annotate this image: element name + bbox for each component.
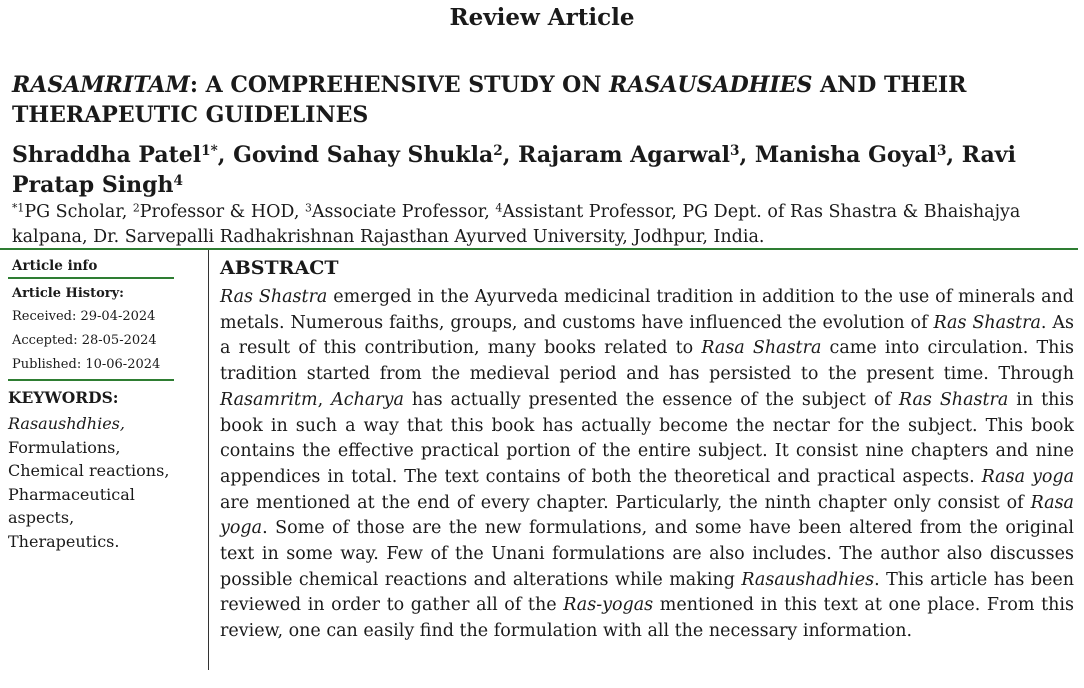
article-history-label: Article History: bbox=[12, 286, 124, 301]
article-title bbox=[12, 70, 1072, 130]
abstract-italic-term: Ras-yogas bbox=[563, 595, 654, 616]
abstract-text: . This article has been reviewed in order to gather all of the bbox=[220, 569, 1075, 616]
keyword-text: Rasaushdhies, bbox=[8, 414, 125, 433]
abstract-italic-term: Ras Shastra bbox=[220, 287, 328, 307]
abstract-text: has actually presented the essence of the subject of bbox=[403, 389, 899, 410]
author-affiliation-mark: 1* bbox=[201, 143, 218, 160]
abstract-italic-term: Ras Shastra bbox=[898, 389, 1009, 410]
author-affiliation-mark: 3 bbox=[936, 143, 947, 160]
abstract-italic-term: Rasa Shastra bbox=[701, 338, 822, 359]
abstract-text: mentioned in this text at one place. From this review, one can easily find the formulation with all the necessary information. bbox=[220, 595, 1074, 642]
affiliation-mark: 3 bbox=[304, 201, 312, 215]
title-part-2: : A COMPREHENSIVE STUDY ON bbox=[189, 72, 610, 98]
abstract-body bbox=[220, 285, 1074, 645]
keyword-item: Chemical reactions, bbox=[8, 461, 170, 480]
author-name: Shraddha Patel bbox=[12, 142, 202, 168]
affiliation-role: Associate Professor, bbox=[311, 202, 496, 222]
abstract-text: , bbox=[317, 389, 332, 410]
title-part-italic-3: RASAUSADHIES bbox=[609, 72, 813, 98]
author-name: Manisha Goyal bbox=[754, 142, 937, 168]
abstract-italic-term: Rasa yoga bbox=[220, 492, 1074, 539]
author-list: Shraddha Patel$^{1*}$, Govind Sahay Shukla$^2$, Rajaram Agarwal$^3$, Manisha Goyal$^3$, Ravi Pratap Singh$^4$ bbox=[12, 142, 1016, 198]
author-affiliation-mark: 2 bbox=[493, 143, 503, 160]
sidebar-divider bbox=[8, 379, 174, 381]
abstract-italic-term: Acharya bbox=[331, 389, 404, 410]
affiliation-mark: *1 bbox=[12, 201, 25, 215]
sidebar-divider bbox=[8, 277, 174, 279]
published-date: Published: 10-06-2024 bbox=[12, 357, 161, 372]
author-affiliation-mark: 3 bbox=[730, 143, 740, 160]
abstract-text: . As a result of this contribution, many books related to bbox=[220, 312, 1074, 359]
article-info-heading: Article info bbox=[12, 258, 98, 274]
abstract-text: . Some of those are the new formulations, and some have been altered from the original text in some way. Few of the Unani formulations are also includes. The author also discusses possible chemical reactions and alterations while making bbox=[220, 518, 1074, 590]
article-type-heading: Review Article bbox=[449, 4, 635, 31]
abstract-italic-term: Rasa yoga bbox=[981, 466, 1075, 487]
abstract-heading: ABSTRACT bbox=[220, 257, 339, 279]
affiliation-mark: 4 bbox=[495, 201, 503, 215]
title-part-4: AND THEIR THERAPEUTIC GUIDELINES bbox=[12, 72, 967, 128]
abstract-text: are mentioned at the end of every chapter. Particularly, the ninth chapter only consist of bbox=[220, 492, 1031, 513]
keywords-list bbox=[8, 412, 204, 553]
affiliation-role: Assistant Professor, PG Dept. of Ras Shastra & Bhaishajya kalpana, Dr. Sarvepalli Radhakrishnan Rajasthan Ayurved University, Jodhpur, India. bbox=[12, 202, 1021, 247]
affiliation-role: PG Scholar, bbox=[24, 202, 133, 222]
keyword-item: Formulations, bbox=[8, 437, 121, 457]
author-name: Ravi Pratap Singh bbox=[12, 142, 1016, 198]
keyword-item: Pharmaceutical aspects, bbox=[8, 484, 135, 527]
header-divider bbox=[0, 248, 1078, 250]
keyword-item: Therapeutics. bbox=[8, 531, 120, 551]
affiliation-role: Professor & HOD, bbox=[139, 202, 305, 222]
keywords-heading: KEYWORDS: bbox=[8, 388, 119, 407]
keyword-item bbox=[8, 412, 204, 436]
affiliation-mark: 2 bbox=[132, 201, 140, 215]
abstract-italic-term: Rasamritm bbox=[220, 389, 318, 410]
author-name: Rajaram Agarwal bbox=[518, 142, 730, 168]
author-name: Govind Sahay Shukla bbox=[233, 142, 494, 168]
author-affiliation-mark: 4 bbox=[173, 173, 183, 190]
abstract-text: came into circulation. This tradition started from the medieval period and has persisted to the present time. Through bbox=[220, 338, 1075, 385]
received-date: Received: 29-04-2024 bbox=[12, 309, 156, 324]
affiliations bbox=[12, 200, 1072, 250]
abstract-italic-term: Ras Shastra bbox=[933, 312, 1041, 333]
accepted-date: Accepted: 28-05-2024 bbox=[12, 333, 157, 348]
abstract-text: emerged in the Ayurveda medicinal tradition in addition to the use of minerals and metals. Numerous faiths, groups, and customs have influenced the evolution of bbox=[220, 287, 1075, 333]
abstract-text: in this book in such a way that this book has actually become the nectar for the subject. This book contains the effective practical portion of the entire subject. It consist nine chapters and nine appendices in total. The text contains of both the theoretical and practical aspects. bbox=[220, 389, 1074, 487]
abstract-italic-term: Rasaushadhies bbox=[741, 569, 875, 590]
column-divider bbox=[208, 250, 209, 670]
title-part-italic-1: RASAMRITAM bbox=[12, 72, 190, 98]
